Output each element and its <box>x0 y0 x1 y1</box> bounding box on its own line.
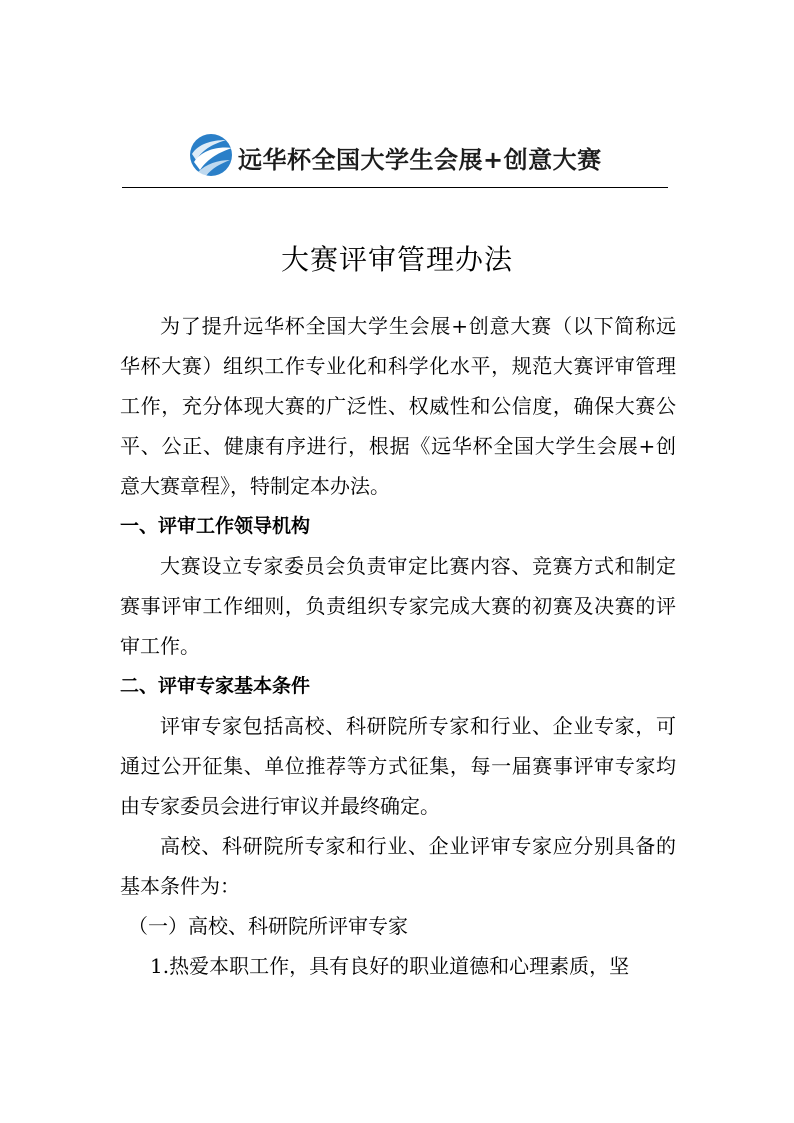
swoosh-logo-icon <box>188 132 234 178</box>
document-header <box>0 128 794 184</box>
section-paragraph: 大赛设立专家委员会负责审定比赛内容、竞赛方式和制定赛事评审工作细则，负责组织专家完成大赛的初赛及决赛的评审工作。 <box>120 554 676 658</box>
brand-name: 远华杯全国大学生会展+创意大赛 <box>238 146 602 174</box>
section-heading: 二、评审专家基本条件 <box>120 675 311 697</box>
section-paragraph: 高校、科研院所专家和行业、企业评审专家应分别具备的基本条件为： <box>120 834 676 898</box>
intro-paragraph: 为了提升远华杯全国大学生会展+创意大赛（以下简称远华杯大赛）组织工作专业化和科学化水平，规范大赛评审管理工作，充分体现大赛的广泛性、权威性和公信度，确保大赛公平、公正、健康有序进行，根据《远华杯全国大学生会展+创意大赛章程》，特制定本办法。 <box>120 314 676 498</box>
document-title: 大赛评审管理办法 <box>280 243 513 276</box>
document-body <box>120 306 676 986</box>
header-divider <box>122 187 668 188</box>
section-paragraph: 评审专家包括高校、科研院所专家和行业、企业专家，可通过公开征集、单位推荐等方式征集，每一届赛事评审专家均由专家委员会进行审议并最终确定。 <box>120 714 676 818</box>
section-heading: 一、评审工作领导机构 <box>120 515 311 537</box>
subsection-heading: （一）高校、科研院所评审专家 <box>128 914 408 938</box>
list-item: 1.热爱本职工作，具有良好的职业道德和心理素质，坚 <box>150 954 630 978</box>
